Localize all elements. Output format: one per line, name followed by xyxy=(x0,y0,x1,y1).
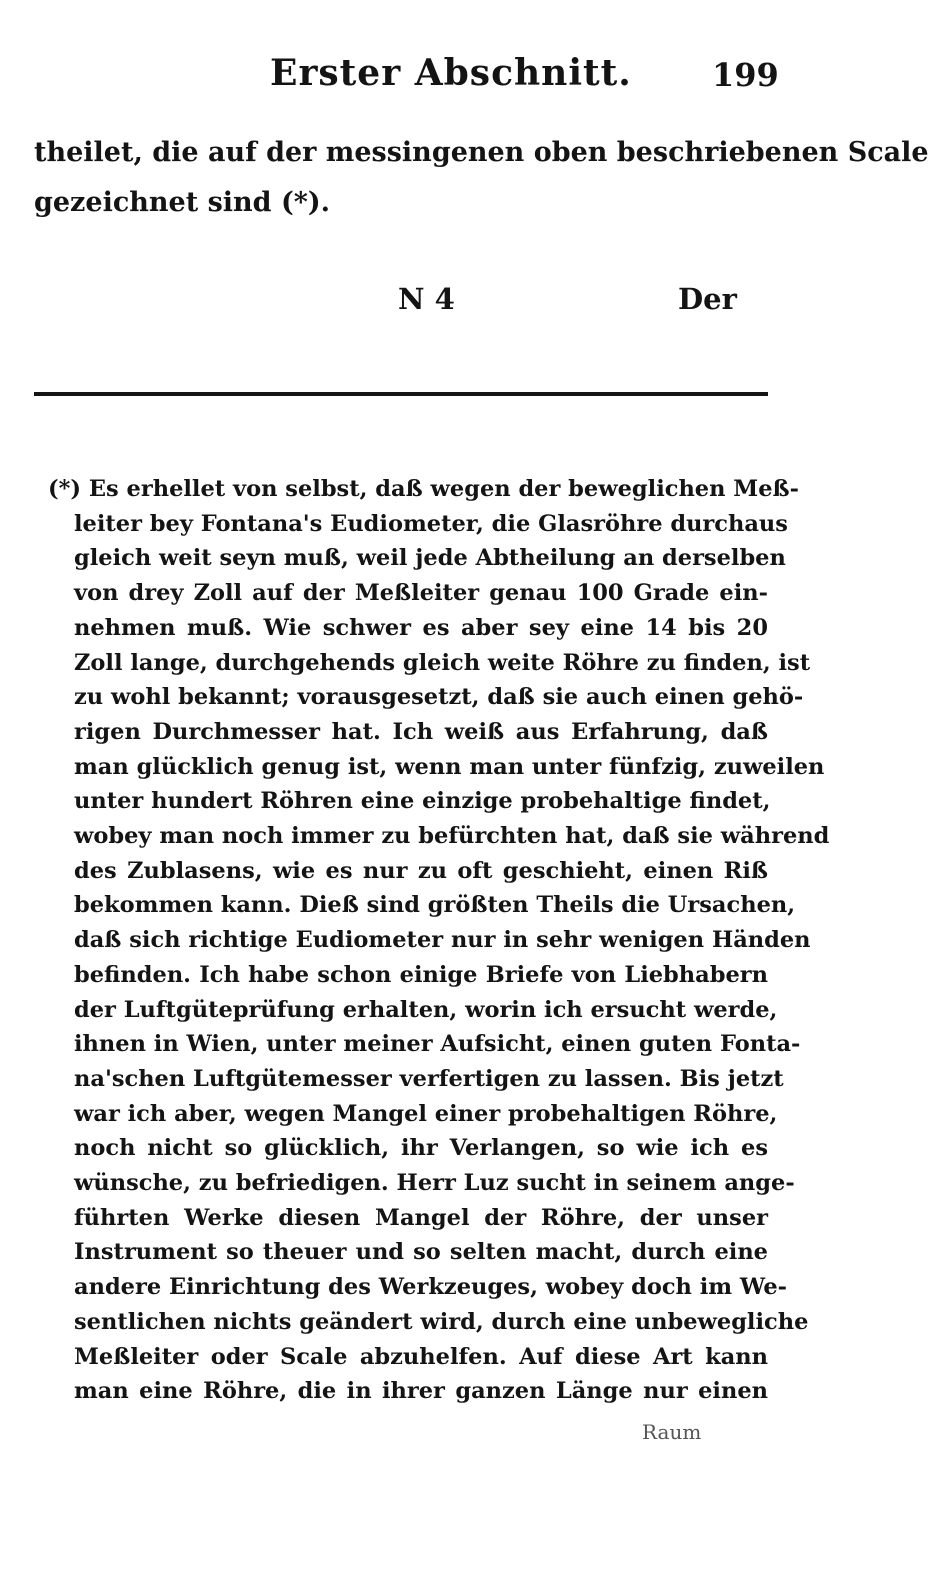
footnote-line: leiter bey Fontana's Eudiometer, die Glasröhre durchaus xyxy=(74,510,788,537)
running-head xyxy=(0,52,830,102)
footnote-line: von drey Zoll auf der Meßleiter genau 100 Grade ein- xyxy=(74,580,768,607)
footnote-line: sentlichen nichts geändert wird, durch eine unbewegliche xyxy=(74,1308,809,1335)
footnote-line: man eine Röhre, die in ihrer ganzen Länge nur einen xyxy=(74,1378,768,1405)
footnote-line: des Zublasens, wie es nur zu oft geschieht, einen Riß xyxy=(74,857,768,884)
footnote-line: ihnen in Wien, unter meiner Aufsicht, einen guten Fonta- xyxy=(74,1031,801,1058)
footnote-catchword: Raum xyxy=(642,1420,702,1444)
main-text-line: gezeichnet sind (*). xyxy=(34,187,331,218)
footnote-line: unter hundert Röhren eine einzige probehaltige findet, xyxy=(74,788,771,815)
signature-mark: N 4 xyxy=(398,282,455,316)
footnote-line: zu wohl bekannt; vorausgesetzt, daß sie auch einen gehö- xyxy=(74,684,804,711)
footnote-line: Instrument so theuer und so selten macht, durch eine xyxy=(74,1239,768,1266)
footnote-line: noch nicht so glücklich, ihr Verlangen, so wie ich es xyxy=(74,1135,768,1162)
footnote-line: wobey man noch immer zu befürchten hat, daß sie während xyxy=(74,823,830,850)
footnote-line: wünsche, zu befriedigen. Herr Luz sucht in seinem ange- xyxy=(74,1170,795,1197)
footnote-line: (*) Es erhellet von selbst, daß wegen der beweglichen Meß- xyxy=(48,476,799,502)
running-title: Erster Abschnitt. xyxy=(270,52,632,94)
footnote-line: Zoll lange, durchgehends gleich weite Röhre zu finden, ist xyxy=(74,649,811,676)
footnote-line: der Luftgüteprüfung erhalten, worin ich ersucht werde, xyxy=(74,996,778,1023)
main-text-block xyxy=(34,128,929,228)
footnote-line: führten Werke diesen Mangel der Röhre, der unser xyxy=(74,1204,768,1231)
footnote-line: daß sich richtige Eudiometer nur in sehr wenigen Händen xyxy=(74,927,811,954)
footnote-line: na'schen Luftgütemesser verfertigen zu lassen. Bis jetzt xyxy=(74,1065,784,1092)
footnote-line: bekommen kann. Dieß sind größten Theils die Ursachen, xyxy=(74,892,796,919)
catchword: Der xyxy=(678,282,737,316)
page-number: 199 xyxy=(712,56,779,94)
footnote-line: rigen Durchmesser hat. Ich weiß aus Erfahrung, daß xyxy=(74,718,768,745)
footnote-line: befinden. Ich habe schon einige Briefe von Liebhabern xyxy=(74,961,768,988)
footnote-line: war ich aber, wegen Mangel einer probehaltigen Röhre, xyxy=(74,1100,778,1127)
footnote-block xyxy=(48,472,830,1409)
main-text-line: theilet, die auf der messingenen oben beschriebenen Scale xyxy=(34,137,929,168)
footnote-separator-rule xyxy=(34,392,768,396)
footnote-line: Meßleiter oder Scale abzuhelfen. Auf diese Art kann xyxy=(74,1343,768,1370)
footnote-line: man glücklich genug ist, wenn man unter fünfzig, zuweilen xyxy=(74,753,825,780)
footnote-line: andere Einrichtung des Werkzeuges, wobey doch im We- xyxy=(74,1274,787,1301)
signature-row xyxy=(0,282,830,322)
footnote-line: gleich weit seyn muß, weil jede Abtheilung an derselben xyxy=(74,545,786,572)
footnote-line: nehmen muß. Wie schwer es aber sey eine 14 bis 20 xyxy=(74,614,768,641)
